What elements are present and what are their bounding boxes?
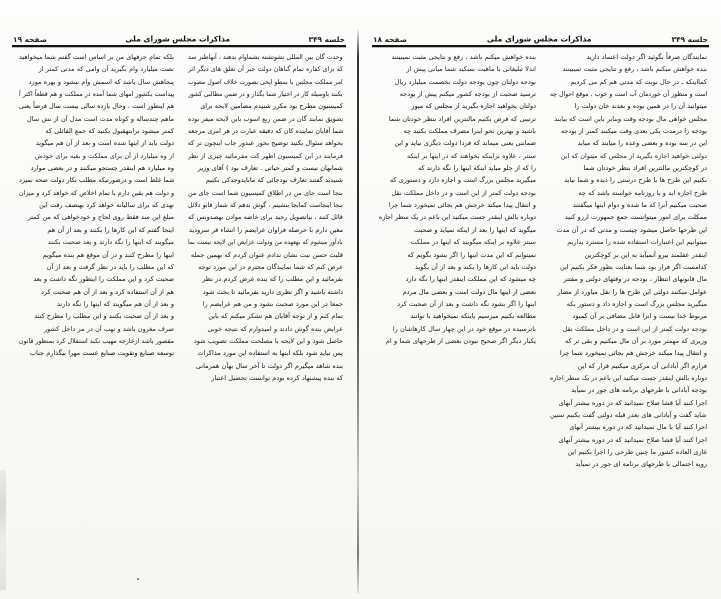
text-column-right-page-right bbox=[550, 51, 707, 471]
text-line: که بنده پیشنهاد کرده بودم توانست تحصیل اعتبار bbox=[211, 373, 343, 382]
scan-artifact-speck bbox=[137, 578, 139, 580]
text-line: شنیدید گفتند تعارف بودجائی که مابایدوجدکی بکنیم bbox=[205, 176, 343, 185]
text-line: جمعا در این مورد صحبت بشود و من هم عرایضم را bbox=[202, 299, 343, 308]
text-line: مربوط خدا نیست و انرا قابل مضافی بر آن کمبود bbox=[572, 312, 707, 321]
text-line: شمایهان نیست و کمتر حیاتی . تعارف بود ) آقای وزیر bbox=[197, 164, 343, 173]
text-line: حاصل شود و این لایحه با مصلحت مملکت تصویب شود bbox=[193, 336, 343, 345]
text-line: دولتی خواهید اجازه بگیرید از مجلس که میتوان که این bbox=[560, 151, 707, 160]
text-line: ضمانتی یعنی میماند که فردا دولت دیگری نیاید و این bbox=[394, 139, 536, 148]
text-line: که برای کفاره تمام گناهان دولت جبر آن تعلق های دیگر اثر bbox=[188, 65, 343, 74]
text-line: اینها را اگر بشود نگه داشت و بعد از آن صحبت کرد bbox=[397, 299, 536, 308]
text-line: توسعه صنایع وتقویت صنایع عست مهرا بیگذارم جناب bbox=[29, 349, 174, 358]
text-line: پیداست بکشور امهای شما آمده در مملکت و هم قطعاً اکثر آ bbox=[19, 90, 174, 99]
text-line: بنده خواهش میکنم باشد ، رفع و نتایجی مثبت نمیبینند bbox=[391, 53, 536, 61]
text-line: بودجه را درمدت یکی بعدی وقت میکنند کمتر از بودجه bbox=[560, 127, 707, 136]
text-line: یکبار دیگر اگر صحیح نبودن بعضی از طرحهای شما و ام bbox=[385, 336, 536, 345]
text-line: بخواهد سئوال بکنید توضیح بخور عبدور جاب اینچون تر که bbox=[188, 139, 343, 148]
text-line: شما غلط است و درصورتیکه مطلب بکار دولت صحه نمیزد bbox=[19, 176, 174, 185]
text-line: بودجه دولتان چون بودجه دولت بخصمت میلیارد ریال bbox=[394, 77, 536, 86]
text-line: اینقدر عقلمند بیرو آنمیآید به این بر کوچکترین bbox=[584, 250, 707, 259]
text-line: بکنیم این طرح ها با طرح درستی را دیده و شما نیاید bbox=[564, 176, 707, 185]
page-spine-divider bbox=[357, 28, 359, 593]
text-columns-right-page bbox=[374, 51, 707, 471]
text-line: فرمایند در این کمیسیون اظهر کت مفرمائید چیزی از نظر bbox=[188, 151, 343, 160]
text-line: چه میشود که این مملکت اینقدر اینها را نگه دارد bbox=[405, 275, 536, 284]
text-line: اینها را مطرح کنند و در آن موقع هم بنده میگویم bbox=[42, 250, 174, 259]
text-line: نمایندگان صرفاً بگوئید اگر دولت اعتماد دارید bbox=[586, 53, 707, 61]
text-line: بنده شاهد میگیرم اگر دولت تا آخر سال بهآن همزمانی bbox=[195, 361, 343, 370]
text-line: بکنند باوسیله کار در اختیار شما بگذار و در ضمن مطالبی کشور bbox=[188, 90, 343, 99]
text-line: بفرمائید و این مطلب را که بنده عرض کردم در نظر bbox=[202, 275, 343, 284]
text-line: پنجاهش سال باشد که اسمش وام نبشود و بهره مورد bbox=[28, 77, 174, 86]
text-column-left-page-left bbox=[19, 51, 174, 384]
text-line: میگویند که اینها را نگه دارند و بعد صحبت بکنند bbox=[47, 238, 174, 247]
text-line: اینجا گفتم که این کارها را بکنند و بعد از آن هم bbox=[47, 225, 174, 234]
text-line: این طرحها حاصل میشود چیست و مدتی که در آن مدت bbox=[556, 225, 707, 234]
text-line: میگیرید مجلس بزرگ است و اجازه دارد و دستوری که bbox=[389, 176, 536, 185]
text-line: صحبت میکنیم آنرا که ما شده و دوام اینها میگفتند bbox=[572, 201, 707, 210]
text-line: وحدت گان بین المللی نشوتشته بشماوام بدهند ، آنهاطبر سد bbox=[188, 53, 343, 61]
text-line: غازی العاده کشور ما چنین طرحی را اجرا بکنیم این bbox=[567, 448, 707, 456]
text-line: کمیسیون مطرح بود مکرر شنیدم مضامین لایحه برای bbox=[200, 102, 343, 111]
text-line: را که از جلو میاید اینکه اینها را نگه دارند که bbox=[418, 164, 536, 173]
text-line: تهدی که برای سالیانه خواهد کرد بهنصف رفت این bbox=[39, 201, 174, 210]
text-line: در کوچکترین مالنترین افراد بنظر خودتان شما bbox=[583, 164, 707, 173]
text-line: و انتقال پیدا میکند خرجش هم بجائی نمیخورد شما چرا bbox=[559, 349, 707, 358]
text-line: بودجه دولت کمتر از این است و در داخل مملکت نقل bbox=[391, 188, 536, 197]
text-line: ترتیبی که فرض بکنیم مالنترین افراد بنظر خودتان شما bbox=[388, 114, 536, 123]
text-line: ماهم چندساله و کوتاه مدت است مدل آن از نش سال bbox=[27, 114, 174, 123]
text-line: هم اینطور است ، وحال یازده سالی بیست سال فرضاً یعنی bbox=[19, 102, 174, 111]
text-columns-left-page bbox=[13, 51, 343, 384]
text-line: اجرا کنند آیا قشا صلاح نمیدانید که در دوره بیشتر آنهای bbox=[558, 398, 707, 407]
text-line: رویه احتمالی با طرحهای برنامه ای جور در نمیآید bbox=[575, 460, 707, 469]
text-line: عرایض بنده گوش دادند و امیدوارم که نتیجه خوبی bbox=[207, 324, 343, 333]
text-line: بادآور میشوم که بهعهده من ودولت عزایض این لایحه نیست بما bbox=[188, 238, 343, 247]
text-line: شاید گفت و آبادانی های بعدر قبله دولتی گفت یکنیم ستین bbox=[550, 410, 707, 419]
scanned-page-right bbox=[360, 0, 721, 599]
text-line: مجلس خواهی مال بودجه وقت وبنابر باین است که بیابند bbox=[554, 114, 707, 123]
text-line: صحبت کرد و این مملکت را اینطور نگه داشت و بعد bbox=[33, 275, 174, 284]
text-line: هم از آن استفاده کرد و بعد از آن هم صحبت کرد bbox=[41, 287, 174, 296]
text-column-left-page-right bbox=[188, 51, 343, 384]
text-line: بلکه تمام حرفهای من بر اساس است گفتم شما میخواهید bbox=[19, 53, 174, 61]
text-line: تمام کنم و از توجه آقایان هم تشکر میکنم که باین bbox=[208, 312, 343, 321]
text-line: از وه میلیارد از آن برای مملکت و بقیه برای خودش bbox=[34, 151, 174, 160]
text-line: تصویق نمایند گان در ضمن ربع اسوب باین لایحه میفر بوده bbox=[188, 114, 343, 123]
text-line: کمتر میشود برایتهقبول بکنید که جمع الفائلی که bbox=[45, 127, 174, 136]
session-number-label-right: صفحه ۱۸ bbox=[373, 35, 407, 44]
text-column-right-page-left bbox=[379, 51, 536, 471]
text-line: میتوانیم این اعتبارات استفاده شده را مسترد بداریم bbox=[567, 238, 707, 247]
text-line: دوباره بالش اینقدر جست میکنید این باعم در یک سطر اجازه bbox=[379, 213, 536, 222]
text-line: فرارم اگر آبادانی آن مرکزی میکنیم قرار که این bbox=[577, 361, 707, 370]
text-line: نمیتوانم که این مدت اینها را اگر بشود بگویم که bbox=[407, 250, 536, 259]
text-line: بودجه آبادانی با طرحهای برنامه های جور در نمیآید bbox=[571, 386, 707, 395]
text-line: دولت یابد از اینها شده است و بعد از آن هم میگوید bbox=[35, 139, 174, 148]
text-line: مقصور باشد ازخارجه مهیب نکبد استقلال کرد بمنظور قانون bbox=[19, 336, 174, 345]
text-line: میگیرید مجلس بزرگ است و اجازه داد و دستور بکه bbox=[566, 299, 707, 308]
text-line: ترسید صحبت از بودجه کشور میکنم پیش از بودجه bbox=[399, 90, 536, 99]
text-line: بودجه دولت کمتر از این است و در داخل مملکت نقل bbox=[562, 324, 707, 333]
text-line: وزیری که مهمتر مورد بر آن مال میکنیم و بقی تر که bbox=[565, 336, 707, 345]
text-line: بنجا است جای من در اطلاق کمیسیون شما است جای من bbox=[188, 188, 343, 197]
text-line: عرض کنم که شما نمایندگان محترم در این مورد توجه bbox=[198, 262, 343, 271]
text-line: دولت باید این کارها را بکند و بعد از آن بگوید bbox=[415, 262, 536, 271]
text-line: نصت میلیارد وام بگیرید آن وامی که مدتی کمتر از bbox=[38, 65, 174, 74]
text-line: اجرا کنند آیا قشا صلاح نمیدانید که در دوره بیشتر آنهای bbox=[558, 435, 707, 444]
text-line: و بعد از آن صحبت بکنند و این مطلب را مطرح کنند bbox=[34, 312, 174, 321]
session-number-label-left: جلسه ۳۴۹ bbox=[308, 35, 345, 44]
text-line: و دولت هم یقین دارم با تمام اخلاص که خواهد کرد و میزان bbox=[19, 188, 174, 197]
text-line: وه میلیارد هم اینقدر جستجو میکنند و در بعضی موارد bbox=[30, 164, 174, 173]
text-line: بعضی از اینها مال دولت است و بعضی مال مردم bbox=[402, 287, 536, 296]
text-line: بنده خواهش میکنم باشد ، رفع و نتایجی مثبت نمیبینند bbox=[562, 65, 707, 74]
text-line: باترسیده در موقع خود در این چهار سال کارهاشان را bbox=[392, 324, 536, 333]
text-line: قائل کنند ، بیاتصویل رحید برای خاضه موادن بهصدوبس که bbox=[188, 213, 343, 222]
text-line: و انتقال پیدا میکند خرجش هم بجائی نمیخورد شما چرا bbox=[388, 201, 536, 210]
text-line: شما آقایان نماینده کان که دقیقه عبارت در هر امری مرجعه bbox=[188, 127, 343, 136]
text-line: مال قانونهای انتظار ، بودجه در وقتهای دولتی و مفتتر bbox=[563, 275, 707, 284]
text-line: کدامست اگر فرار بود شما بعنایت بطور فکر بکنیم این bbox=[560, 262, 707, 271]
text-line: این در سه بوده و بعضی وعده را میایند که میاید bbox=[577, 139, 707, 148]
text-line: بنجا اینجاست کمابجا بنشیتم ، گوش بدهم که شمار قابو دلائل bbox=[188, 201, 343, 210]
text-line: سنتر علاوه بر اینکه میگویند که اینها در مملکت bbox=[410, 238, 536, 247]
header-rule-right-page bbox=[372, 45, 709, 47]
text-line: دوباره بالش اینقدر جست میکنید این باعم در یک سطر اجازه bbox=[550, 373, 707, 382]
text-line: قلبت حسن نیت نشان ندادم عنوان کردم که بهمین جمله bbox=[190, 250, 343, 259]
scanned-page-left bbox=[0, 0, 357, 599]
text-line: و بعد از آن هم میگویند که اینها را نگه دارند bbox=[56, 299, 174, 308]
text-line: کمااینکه ـ در حال نوبت که مدتی هم کم می کردیم bbox=[570, 77, 707, 86]
text-line: احرا کنند آیا با مال نمیدانید که در دوره بیشتر آنهای bbox=[569, 423, 707, 432]
text-line: است و منظور آن خوردمان آب است و خوب ، موقع احوال چه bbox=[550, 90, 707, 99]
text-line: امر مملکت مجلس با بمطو ایحی بصورت خلاف اصول مصوب bbox=[188, 77, 343, 86]
publication-title-left: مذاکرات مجلس شورای ملی bbox=[125, 34, 231, 44]
text-line: مغین دارم با حرصله فراوان عرایضم را انشاء قر سرودید bbox=[189, 225, 343, 234]
text-line: که این مطلب را باید در نظر گرفت و بعد از آن bbox=[46, 262, 174, 271]
text-line: میگوید که اینها را بعد از اینکه نمیاید و صحبت bbox=[414, 225, 536, 234]
text-line: طرح اجازه اید و با روزنامه خواسته باشد که چه bbox=[578, 188, 707, 197]
publication-title-right: مذاکرات مجلس شورای ملی bbox=[486, 34, 592, 44]
text-line: سنتر ، علاوه براینکه بخواهند که در اینها بر اینکه bbox=[407, 151, 536, 160]
text-line: میتوانید آن را در همین بوده و بعدند خان دولت را bbox=[574, 102, 707, 111]
text-line: اندلا تبلیغاتی با ماهیت بسکید شما میانی پیش از bbox=[406, 65, 536, 74]
text-line: صرف مغرون باشد و نهب آن در مر داخل کشور bbox=[43, 324, 174, 333]
text-line: مبلغ این سد فقط روی لجاج و خودخواهی که من کمتر bbox=[27, 213, 174, 222]
page-number-label-left: صفحه ۱۹ bbox=[13, 35, 47, 44]
header-rule-left-page bbox=[12, 45, 346, 47]
page-number-label-right: جلسه ۳۴۹ bbox=[671, 35, 708, 44]
text-line: ممکلت برای امور میتوانست جمع جمهورت ارزو کنید bbox=[564, 213, 707, 222]
text-line: پس نباید شود بلکه اینها به استفاده این مورد مذاکرات bbox=[197, 349, 343, 358]
text-line: عوامل میکنند دولتی این طرح ها را نقل میاورد از مضار bbox=[557, 287, 707, 296]
text-line: مطالعه بکنیم میرسیم باینکه نمیخواهید با توانند bbox=[410, 312, 536, 321]
text-line: باشید و بهترین نحو اینرا مصرف مملکت بکنید چه bbox=[403, 127, 536, 136]
text-line: داشته باشید و اگر نظری دارید بفرمائید تا بحث شود bbox=[202, 287, 343, 296]
text-line: دولتان بخواهید اجازه بگیرید از مجلس که مبور bbox=[411, 102, 536, 111]
scan-edge-noise bbox=[0, 470, 6, 590]
